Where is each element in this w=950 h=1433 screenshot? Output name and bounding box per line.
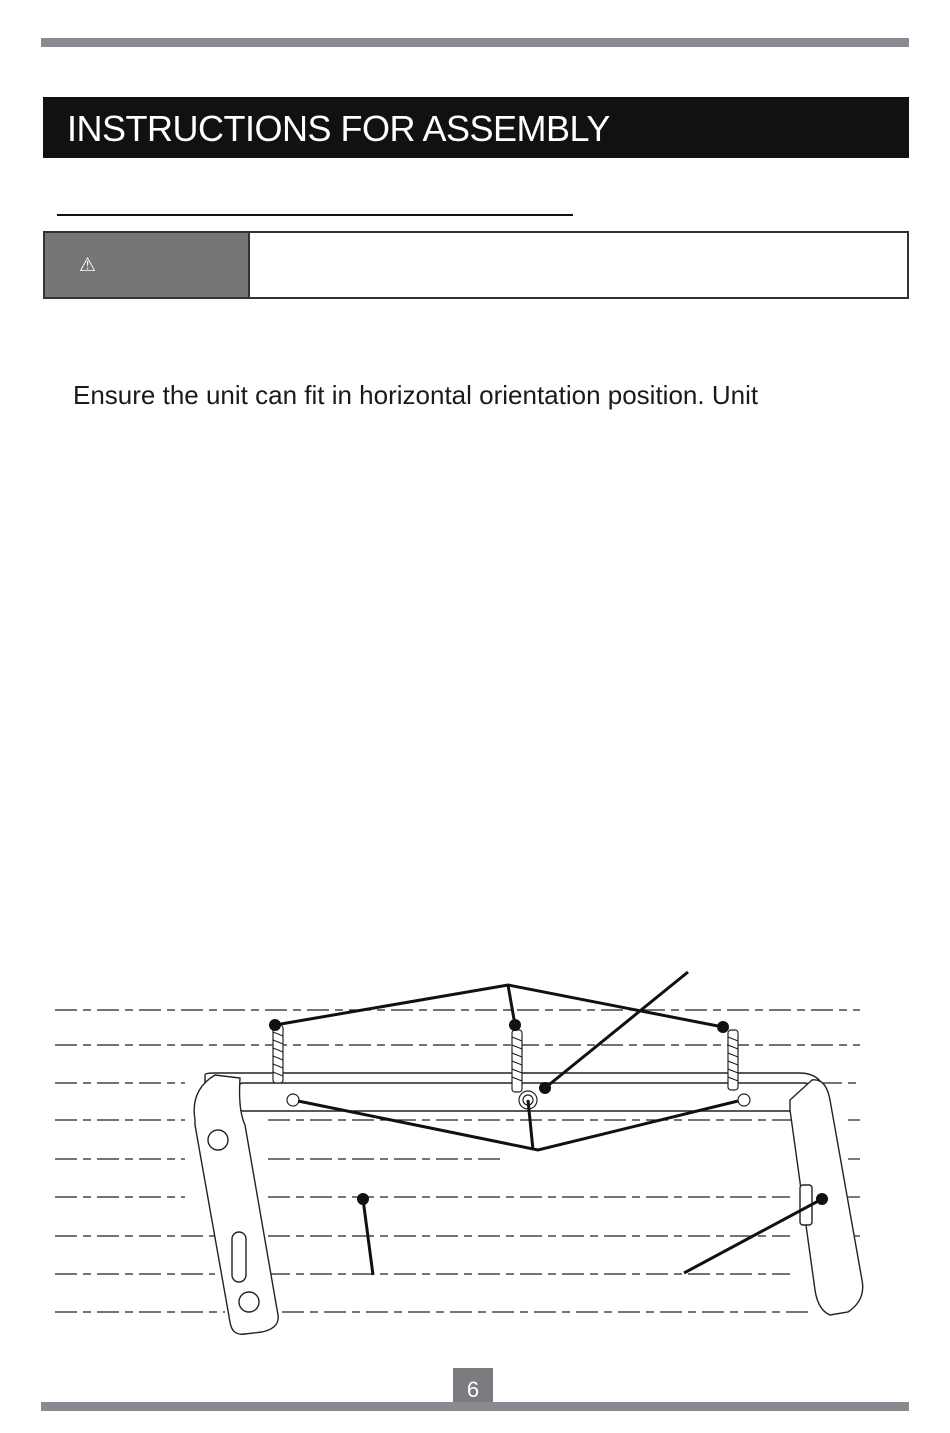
page-title: INSTRUCTIONS FOR ASSEMBLY	[43, 97, 909, 158]
wall-dashed-lines	[55, 1010, 860, 1312]
section-underline	[57, 214, 573, 216]
warning-box	[43, 231, 909, 299]
bottom-divider	[41, 1402, 909, 1411]
page-number: 6	[453, 1368, 493, 1408]
warning-text	[250, 233, 907, 297]
warning-label	[45, 233, 250, 297]
bracket-left-arm	[194, 1075, 278, 1334]
instruction-text: Ensure the unit can fit in horizontal orientation position. Unit	[73, 380, 759, 410]
wall-mount-bracket-diagram	[0, 960, 950, 1360]
top-divider	[41, 38, 909, 47]
warning-triangle-icon: ⚠	[79, 254, 97, 276]
callout-lines	[275, 972, 822, 1275]
